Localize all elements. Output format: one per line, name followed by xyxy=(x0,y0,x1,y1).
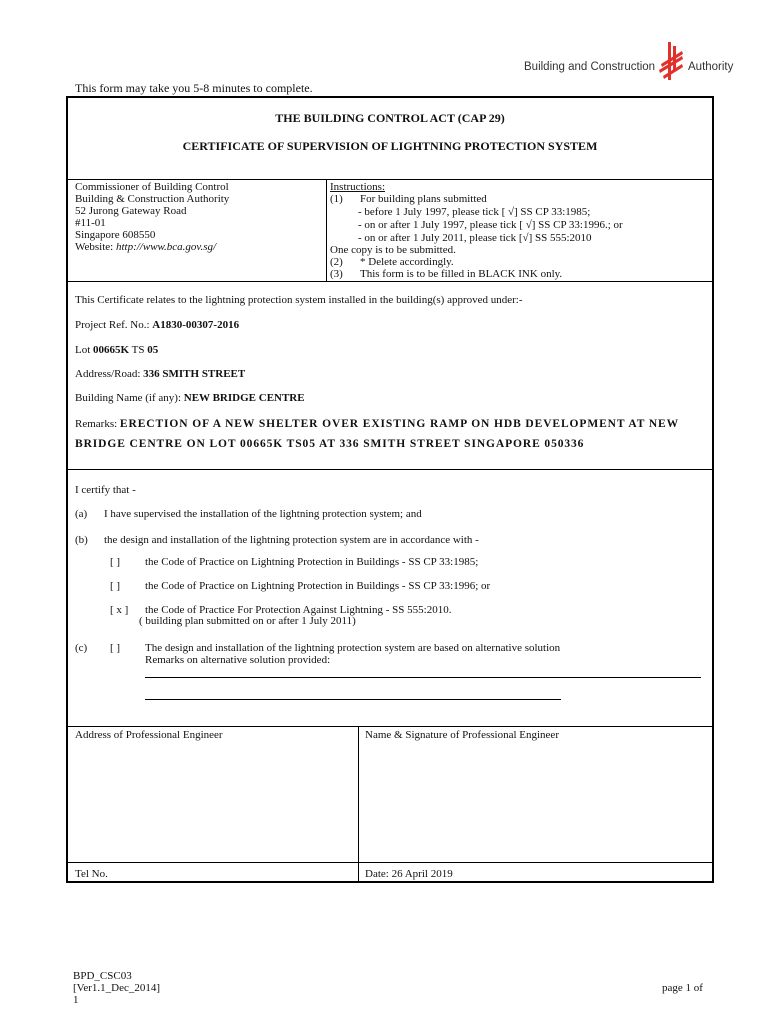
form-version: [Ver1.1_Dec_2014] xyxy=(73,982,161,994)
date-line xyxy=(365,868,453,881)
item-a-marker: (a) xyxy=(75,508,88,520)
project-ref-label: Project Ref. No.: xyxy=(75,319,153,331)
instructions-heading: Instructions: xyxy=(330,181,385,193)
bca-logo xyxy=(524,40,734,84)
certify-intro: I certify that - xyxy=(75,484,136,496)
page-number: page 1 of xyxy=(662,982,703,994)
certificate-form xyxy=(66,96,714,883)
remarks-line-1 xyxy=(75,418,679,431)
instruction-text: For building plans submitted xyxy=(360,193,487,205)
address-line: #11-01 xyxy=(75,217,106,229)
logo-text-left: Building and Construction xyxy=(524,61,656,73)
instruction-subitem: - on or after 1 July 2011, please tick [√] SS 555:2010 xyxy=(358,232,592,244)
address-line: 52 Jurong Gateway Road xyxy=(75,205,187,217)
remarks-label: Remarks: xyxy=(75,418,120,430)
item-c-text: The design and installation of the lightning protection system are based on alternative solution xyxy=(145,642,561,654)
address-line: Commissioner of Building Control xyxy=(75,181,229,193)
project-ref-line xyxy=(75,319,239,332)
instruction-copy: One copy is to be submitted. xyxy=(330,244,456,256)
item-c-marker: (c) xyxy=(75,642,88,654)
item-b-text: the design and installation of the lightning protection system are in accordance with - xyxy=(104,534,479,546)
divider xyxy=(68,281,712,282)
instruction-number: (3) xyxy=(330,268,343,280)
instruction-subitem: - on or after 1 July 1997, please tick [ √] SS CP 33:1996.; or xyxy=(358,219,623,231)
building-name-line xyxy=(75,392,305,405)
instruction-text: * Delete accordingly. xyxy=(360,256,454,268)
website-line xyxy=(75,241,216,254)
item-b-marker: (b) xyxy=(75,534,88,546)
remarks-fill-line[interactable] xyxy=(145,677,701,678)
instruction-number: (1) xyxy=(330,193,343,205)
option-2-text: the Code of Practice on Lightning Protection in Buildings - SS CP 33:1996; or xyxy=(145,580,491,592)
item-a-text: I have supervised the installation of the lightning protection system; and xyxy=(104,508,422,520)
address-road-value: 336 SMITH STREET xyxy=(143,368,246,380)
lot-line xyxy=(75,344,158,357)
column-divider xyxy=(326,179,327,281)
logo-text-right: Authority xyxy=(688,61,734,73)
date-value: 26 April 2019 xyxy=(391,868,453,880)
address-line: Building & Construction Authority xyxy=(75,193,230,205)
bca-logo-mark-icon xyxy=(658,40,684,84)
project-ref-value: A1830-00307-2016 xyxy=(152,319,240,331)
item-c-remarks-label: Remarks on alternative solution provided: xyxy=(145,654,331,666)
divider xyxy=(68,469,712,470)
remarks-line-2: BRIDGE CENTRE ON LOT 00665K TS05 AT 336 SMITH STREET SINGAPORE 050336 xyxy=(75,438,585,450)
instruction-number: (2) xyxy=(330,256,343,268)
certificate-title: CERTIFICATE OF SUPERVISION OF LIGHTNING PROTECTION SYSTEM xyxy=(182,139,598,153)
instruction-subitem: - before 1 July 1997, please tick [ √] SS CP 33:1985; xyxy=(358,206,591,218)
pe-signature-label: Name & Signature of Professional Engineer xyxy=(365,729,559,741)
ts-label: TS xyxy=(129,344,148,356)
page-total: 1 xyxy=(73,994,79,1006)
address-road-line xyxy=(75,368,245,381)
option-3-checkbox[interactable]: [ x ] xyxy=(110,604,129,616)
remarks-value: ERECTION OF A NEW SHELTER OVER EXISTING RAMP ON HDB DEVELOPMENT AT NEW xyxy=(119,418,680,430)
address-line: Singapore 608550 xyxy=(75,229,156,241)
building-name-label: Building Name (if any): xyxy=(75,392,184,404)
ts-value: 05 xyxy=(147,344,159,356)
option-2-checkbox[interactable]: [ ] xyxy=(110,580,121,592)
act-title: THE BUILDING CONTROL ACT (CAP 29) xyxy=(275,111,505,125)
divider xyxy=(68,862,712,863)
option-3-text: the Code of Practice For Protection Against Lightning - SS 555:2010. xyxy=(145,604,452,616)
option-3-note: ( building plan submitted on or after 1 July 2011) xyxy=(139,615,356,627)
date-label: Date: xyxy=(365,868,392,880)
lot-value: 00665K xyxy=(93,344,130,356)
instruction-text: This form is to be filled in BLACK INK only. xyxy=(360,268,563,280)
pe-address-label: Address of Professional Engineer xyxy=(75,729,223,741)
form-code: BPD_CSC03 xyxy=(73,970,132,982)
option-1-text: the Code of Practice on Lightning Protection in Buildings - SS CP 33:1985; xyxy=(145,556,479,568)
intro-text: This form may take you 5-8 minutes to complete. xyxy=(75,81,313,95)
website-label: Website: xyxy=(75,241,116,253)
divider xyxy=(68,179,712,180)
divider xyxy=(68,726,712,727)
tel-label: Tel No. xyxy=(75,868,108,880)
column-divider xyxy=(358,726,359,883)
address-road-label: Address/Road: xyxy=(75,368,144,380)
lot-label: Lot xyxy=(75,344,94,356)
remarks-fill-line[interactable] xyxy=(145,699,561,700)
website-link[interactable]: http://www.bca.gov.sg/ xyxy=(115,241,217,253)
relates-text: This Certificate relates to the lightning protection system installed in the building(s) approved under:- xyxy=(75,294,523,306)
building-name-value: NEW BRIDGE CENTRE xyxy=(183,392,305,404)
item-c-checkbox[interactable]: [ ] xyxy=(110,642,121,654)
option-1-checkbox[interactable]: [ ] xyxy=(110,556,121,568)
